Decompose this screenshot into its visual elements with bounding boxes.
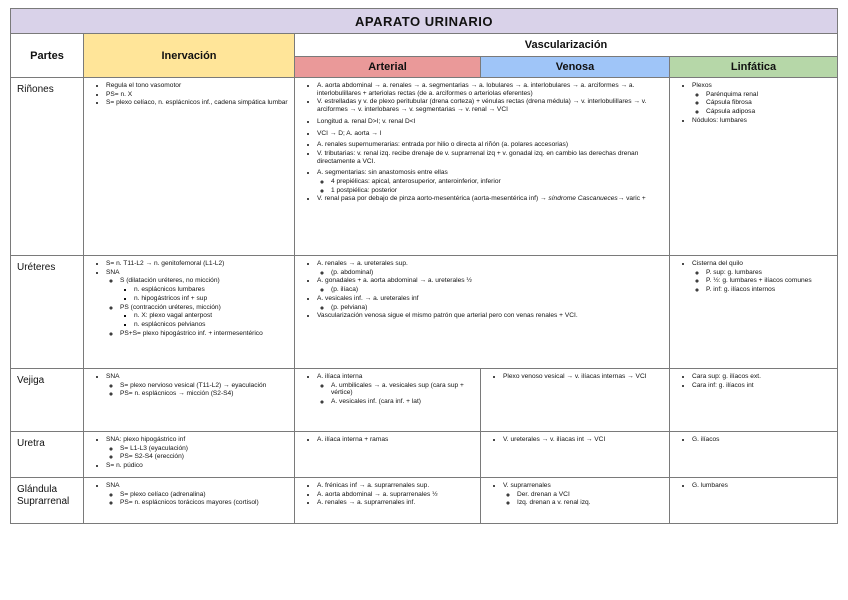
list-item: ◦ A. vesicales inf. (cara inf. + lat) bbox=[331, 398, 476, 406]
item-text: V. renal pasa por debajo de pinza aorto-mesentérica (aorta-mesentérica inf) → bbox=[317, 195, 549, 203]
list-item: • Plexo venoso vesical → v. ilíacas internas → VCI bbox=[503, 373, 665, 381]
list-item: ◦ PS= S2-S4 (erección) bbox=[120, 453, 290, 461]
list-item: ◦ Parénquima renal bbox=[706, 91, 833, 99]
list-item: ◦ Cápsula fibrosa bbox=[706, 99, 833, 107]
ureteres-linfatica bbox=[670, 256, 838, 369]
vejiga-linfatica bbox=[670, 369, 838, 432]
ureteres-inervacion bbox=[84, 256, 295, 369]
ureteres-vascularizacion bbox=[295, 256, 670, 369]
list-item: ◦ (p. abdominal) bbox=[331, 269, 665, 277]
list-item bbox=[503, 482, 665, 507]
list-item: • Nódulos: lumbares bbox=[692, 117, 833, 125]
item-text: S (dilatación uréteres, no micción) bbox=[120, 277, 220, 285]
rinones-vascularizacion bbox=[295, 78, 670, 256]
list-item: • A. aorta abdominal → a. suprarrenales ½ bbox=[317, 491, 476, 499]
item-text: A. vesicales inf. → a. ureterales inf bbox=[317, 294, 419, 302]
item-text: SNA bbox=[106, 482, 120, 489]
list-item: ◦ S= L1-L3 (eyaculación) bbox=[120, 445, 290, 453]
list-item bbox=[106, 373, 290, 398]
header-inervacion: Inervación bbox=[84, 34, 295, 78]
item-text: Cisterna del quilo bbox=[692, 260, 743, 267]
glandula-linfatica bbox=[670, 478, 838, 524]
list-item bbox=[317, 295, 665, 311]
row-label-glandula: Glándula Suprarrenal bbox=[11, 478, 84, 524]
list-item bbox=[120, 277, 290, 302]
list-item: • G. ilíacos bbox=[692, 436, 833, 444]
vejiga-arterial bbox=[295, 369, 481, 432]
list-item: • A. renales → a. suprarrenales inf. bbox=[317, 499, 476, 507]
table-row bbox=[11, 369, 838, 432]
header-arterial: Arterial bbox=[295, 57, 481, 78]
list-item bbox=[106, 436, 290, 461]
list-item: • G. lumbares bbox=[692, 482, 833, 490]
list-item: • Cara inf: g. ilíacos int bbox=[692, 382, 833, 390]
list-item bbox=[692, 82, 833, 116]
list-item: ◦ 1 postpiélica: posterior bbox=[331, 187, 665, 195]
list-item: ◦ A. umbilicales → a. vesicales sup (cara sup + vértice) bbox=[331, 382, 476, 397]
row-label-vejiga: Vejiga bbox=[11, 369, 84, 432]
list-item: ◦ P. ½: g. lumbares + ilíacos comunes bbox=[706, 277, 833, 285]
glandula-venosa bbox=[481, 478, 670, 524]
list-item: ◦ PS= n. esplácnicos → micción (S2-S4) bbox=[120, 390, 290, 398]
list-item: ◦ P. inf: g. ilíacos internos bbox=[706, 286, 833, 294]
list-item: ◦ Der. drenan a VCI bbox=[517, 491, 665, 499]
table-row bbox=[11, 78, 838, 256]
item-text: A. gonadales + a. aorta abdominal → a. ureterales ½ bbox=[317, 277, 472, 285]
item-text: SNA bbox=[106, 268, 120, 276]
list-item bbox=[106, 482, 290, 507]
item-text: Plexos bbox=[692, 82, 712, 89]
list-item bbox=[317, 260, 665, 276]
list-item: • V. ureterales → v. ilíacas int → VCI bbox=[503, 436, 665, 444]
item-text: SNA: plexo hipogástrico inf bbox=[106, 436, 186, 443]
table-row bbox=[11, 478, 838, 524]
table-row bbox=[11, 432, 838, 478]
list-item: ◦ S= plexo celíaco (adrenalina) bbox=[120, 491, 290, 499]
uretra-inervacion bbox=[84, 432, 295, 478]
header-vascularizacion: Vascularización bbox=[295, 34, 838, 57]
list-item: ◦ S= plexo nervioso vesical (T11-L2) → eyaculación bbox=[120, 382, 290, 390]
row-label-rinones: Riñones bbox=[11, 78, 84, 256]
item-text: PS (contracción uréteres, micción) bbox=[120, 303, 221, 311]
list-item: ▪ n. esplácnicos pelvianos bbox=[134, 321, 290, 329]
item-text: V. suprarrenales bbox=[503, 482, 551, 489]
row-label-uretra: Uretra bbox=[11, 432, 84, 478]
header-venosa: Venosa bbox=[481, 57, 670, 78]
item-text: A. renales → a. ureterales sup. bbox=[317, 260, 408, 267]
rinones-inervacion bbox=[84, 78, 295, 256]
list-item bbox=[692, 260, 833, 294]
table-row bbox=[11, 256, 838, 369]
syndrome-name: Cascanueces bbox=[577, 195, 618, 203]
item-text: A. segmentarias: sin anastomosis entre ellas bbox=[317, 169, 448, 177]
list-item bbox=[317, 373, 476, 406]
uretra-linfatica bbox=[670, 432, 838, 478]
list-item: • A. frénicas inf → a. suprarrenales sup. bbox=[317, 482, 476, 490]
list-item: ◦ PS= n. esplácnicos torácicos mayores (cortisol) bbox=[120, 499, 290, 507]
vejiga-venosa bbox=[481, 369, 670, 432]
rinones-linfatica bbox=[670, 78, 838, 256]
list-item: • Longitud a. renal D>I; v. renal D<I bbox=[317, 118, 665, 126]
uretra-arterial bbox=[295, 432, 481, 478]
uretra-venosa bbox=[481, 432, 670, 478]
syndrome-label: síndrome bbox=[548, 195, 576, 203]
list-item: ▪ n. hipogástricos inf + sup bbox=[134, 295, 290, 303]
list-item bbox=[106, 269, 290, 338]
vejiga-inervacion bbox=[84, 369, 295, 432]
list-item: ▪ n. X: plexo vagal anterpost bbox=[134, 312, 290, 320]
list-item bbox=[317, 195, 665, 203]
item-text: A. ilíaca interna bbox=[317, 373, 363, 380]
glandula-inervacion bbox=[84, 478, 295, 524]
list-item: • Cara sup: g. ilíacos ext. bbox=[692, 373, 833, 381]
list-item: • A. ilíaca interna + ramas bbox=[317, 436, 476, 444]
list-item: ◦ (p. ilíaca) bbox=[331, 286, 665, 294]
list-item: ◦ Cápsula adiposa bbox=[706, 108, 833, 116]
list-item: • S= n. T11-L2 → n. genitofemoral (L1-L2) bbox=[106, 260, 290, 268]
header-linfatica: Linfática bbox=[670, 57, 838, 78]
list-item: ▪ n. esplácnicos lumbares bbox=[134, 286, 290, 294]
list-item bbox=[317, 277, 665, 293]
list-item: • S= plexo celíaco, n. esplácnicos inf., cadena simpática lumbar bbox=[106, 99, 290, 107]
list-item: • Vascularización venosa sigue el mismo patrón que arterial pero con venas renales + VCI. bbox=[317, 312, 665, 320]
header-partes: Partes bbox=[11, 34, 84, 78]
list-item: • V. estrelladas y v. de plexo peritubular (drena corteza) + vénulas rectas (drena médula) → v. interlobulillares → v. arciformes → v. interlobares → v. segmentarias → v. renal → VCI bbox=[317, 98, 665, 113]
item-text: → varic + bbox=[617, 195, 646, 203]
list-item: ◦ Izq. drenan a v. renal izq. bbox=[517, 499, 665, 507]
list-item bbox=[120, 304, 290, 329]
list-item: • S= n. púdico bbox=[106, 462, 290, 470]
list-item: ◦ P. sup: g. lumbares bbox=[706, 269, 833, 277]
table-title: APARATO URINARIO bbox=[11, 9, 838, 34]
list-item: • A. aorta abdominal → a. renales → a. segmentarias → a. lobulares → a. interlobulares → a. arciformes → a. interlobulillares + arteriolas rectas (de a. arciformes o arteriolas eferentes) bbox=[317, 82, 665, 97]
list-item: • A. renales supernumerarias: entrada por hilio o directa al riñón (a. polares accesorias) bbox=[317, 141, 665, 149]
list-item: ◦ 4 prepiélicas: apical, anterosuperior, anteroinferior, inferior bbox=[331, 178, 665, 186]
glandula-arterial bbox=[295, 478, 481, 524]
list-item bbox=[317, 169, 665, 194]
list-item: • Regula el tono vasomotor bbox=[106, 82, 290, 90]
list-item: • PS= n. X bbox=[106, 91, 290, 99]
list-item: • V. tributarias: v. renal izq. recibe drenaje de v. suprarrenal izq + v. gonadal izq. en cambio las derechas drenan directamente a VCI. bbox=[317, 150, 665, 165]
list-item: ◦ PS+S= plexo hipogástrico inf. + intermesentérico bbox=[120, 330, 290, 338]
urinary-system-table bbox=[10, 8, 838, 524]
list-item: • VCI → D; A. aorta → I bbox=[317, 130, 665, 138]
row-label-ureteres: Uréteres bbox=[11, 256, 84, 369]
item-text: SNA bbox=[106, 373, 120, 380]
list-item: ◦ (p. pelviana) bbox=[331, 304, 665, 312]
